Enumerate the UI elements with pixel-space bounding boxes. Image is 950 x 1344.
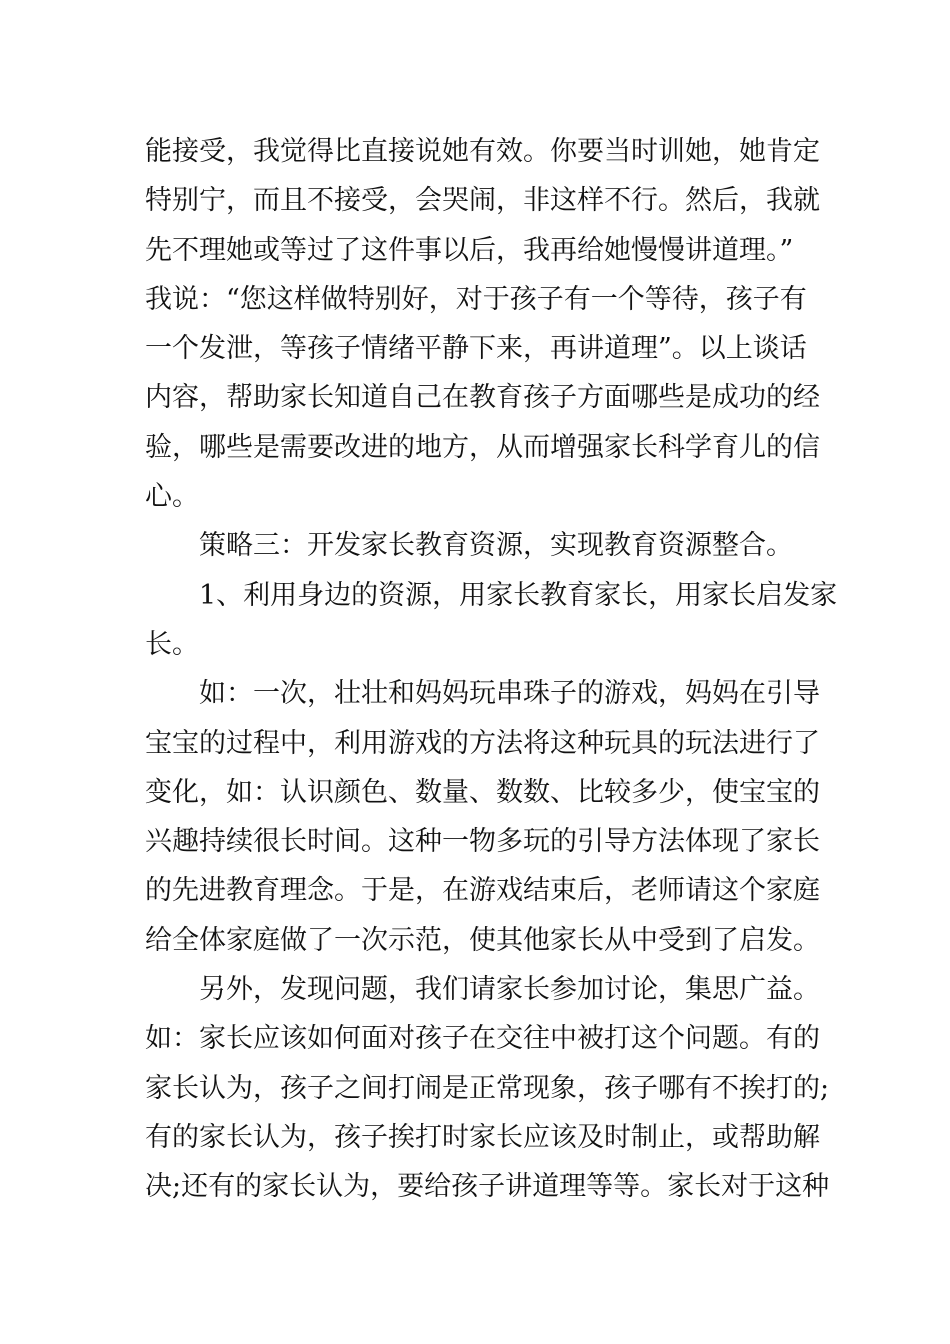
document-body	[145, 127, 838, 1212]
text-line: 一个发泄，等孩子情绪平静下来，再讲道理”。以上谈话	[145, 333, 807, 365]
text-line: 如：家长应该如何面对孩子在交往中被打这个问题。有的	[145, 1023, 820, 1055]
text-line: 验，哪些是需要改进的地方，从而增强家长科学育儿的信	[145, 431, 820, 463]
text-line: 特别宁，而且不接受，会哭闹，非这样不行。然后，我就	[145, 185, 820, 217]
text-line: 能接受，我觉得比直接说她有效。你要当时训她，她肯定	[145, 136, 820, 167]
text-line: 长。	[145, 628, 199, 660]
text-line: 我说：“您这样做特别好，对于孩子有一个等待，孩子有	[145, 283, 807, 315]
text-line: 内容，帮助家长知道自己在教育孩子方面哪些是成功的经	[145, 382, 820, 414]
text-line: 决;还有的家长认为，要给孩子讲道理等等。家长对于这种	[145, 1171, 830, 1203]
text-line: 的先进教育理念。于是，在游戏结束后，老师请这个家庭	[145, 875, 820, 907]
list-item-heading: 1、利用身边的资源，用家长教育家长，用家长启发家	[199, 579, 838, 611]
text-line: 家长认为，孩子之间打闹是正常现象，孩子哪有不挨打的;	[145, 1072, 830, 1104]
text-line: 兴趣持续很长时间。这种一物多玩的引导方法体现了家长	[145, 826, 820, 858]
section-heading: 策略三：开发家长教育资源，实现教育资源整合。	[199, 530, 793, 562]
text-line: 宝宝的过程中，利用游戏的方法将这种玩具的玩法进行了	[145, 727, 820, 759]
text-line: 给全体家庭做了一次示范，使其他家长从中受到了启发。	[145, 924, 820, 956]
text-line: 另外，发现问题，我们请家长参加讨论，集思广益。	[199, 974, 820, 1006]
text-line: 心。	[145, 481, 199, 513]
text-line: 先不理她或等过了这件事以后，我再给她慢慢讲道理。”	[145, 234, 794, 266]
text-line: 变化，如：认识颜色、数量、数数、比较多少，使宝宝的	[145, 776, 820, 808]
text-line: 有的家长认为，孩子挨打时家长应该及时制止，或帮助解	[145, 1121, 820, 1153]
text-line: 如：一次，壮壮和妈妈玩串珠子的游戏，妈妈在引导	[199, 678, 820, 710]
